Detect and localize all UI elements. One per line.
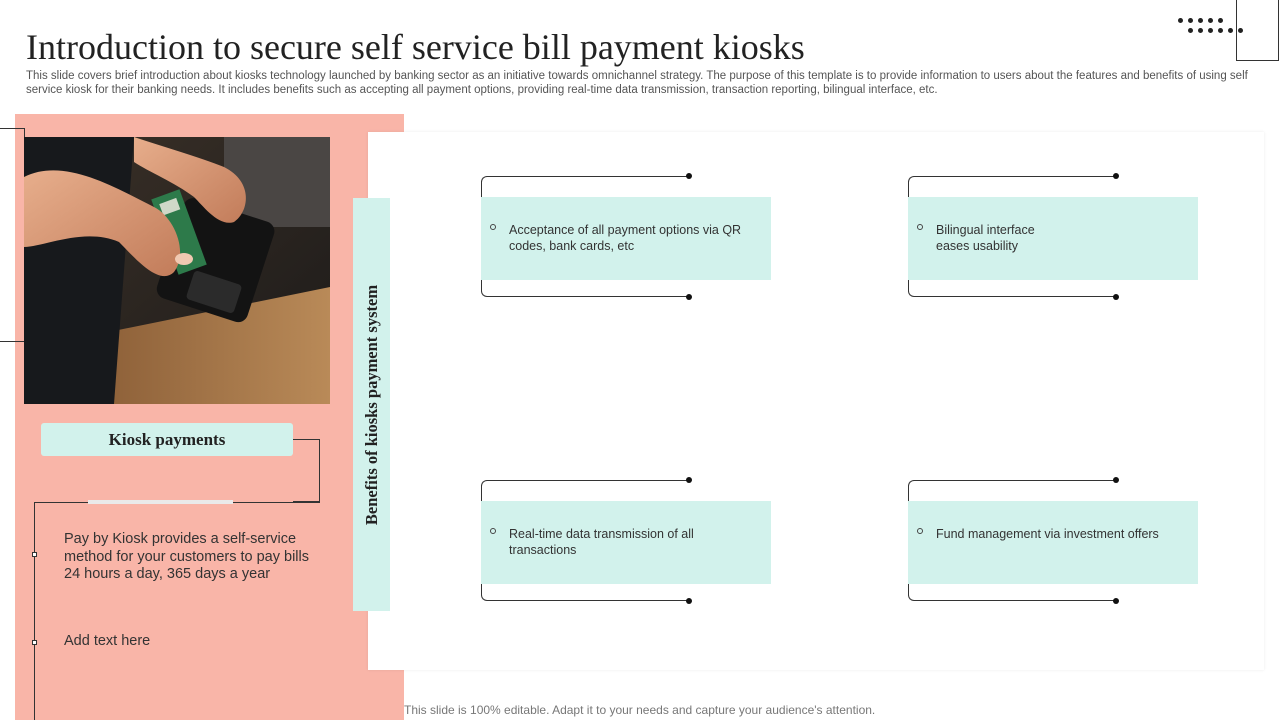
bullet-icon	[490, 528, 496, 534]
benefit-text-1: Acceptance of all payment options via QR codes, bank cards, etc	[509, 223, 742, 253]
timeline-node	[32, 640, 37, 645]
timeline-line	[34, 502, 35, 720]
card-dot	[1113, 294, 1119, 300]
timeline-node	[32, 552, 37, 557]
kiosk-point-1: Pay by Kiosk provides a self-service method for your customers to pay bills 24 hours a day, 365 days a year	[64, 531, 309, 582]
card-dot	[686, 173, 692, 179]
benefit-card-4	[908, 501, 1198, 584]
card-dot	[686, 294, 692, 300]
connector-line	[293, 439, 320, 502]
card-dot	[686, 477, 692, 483]
slide-description: This slide covers brief introduction about kiosks technology launched by banking sector as an initiative towards omnichannel strategy. The purpose of this template is to provide information to users about the features and benefits of using self service kiosk for their banking needs. It includes benefits such as accepting all payment options, providing real-time data transmission, transaction reporting, bilingual interface, etc.	[26, 70, 1248, 96]
benefits-vertical-title: Benefits of kiosks payment system	[362, 284, 381, 526]
decorative-corner-box	[1236, 0, 1279, 61]
card-dot	[1113, 598, 1119, 604]
footer-note: This slide is 100% editable. Adapt it to your needs and capture your audience's attention.	[404, 703, 876, 717]
card-dot	[1113, 173, 1119, 179]
bullet-icon	[490, 224, 496, 230]
bullet-icon	[917, 224, 923, 230]
benefit-text-3: Real-time data transmission of all transactions	[509, 527, 694, 557]
kiosk-payment-photo	[24, 137, 330, 404]
benefit-card-3	[481, 501, 771, 584]
kiosk-payments-label: Kiosk payments	[41, 423, 293, 456]
bullet-icon	[917, 528, 923, 534]
decorative-bracket	[0, 128, 25, 342]
benefit-text-2: Bilingual interface eases usability	[936, 223, 1035, 253]
benefit-text-4: Fund management via investment offers	[936, 527, 1159, 541]
divider-bar	[88, 500, 233, 504]
decorative-dots	[1176, 16, 1240, 38]
card-dot	[1113, 477, 1119, 483]
photo-illustration	[24, 137, 330, 404]
benefit-card-1	[481, 197, 771, 280]
benefit-card-2	[908, 197, 1198, 280]
kiosk-point-2: Add text here	[64, 633, 151, 649]
card-dot	[686, 598, 692, 604]
slide-title: Introduction to secure self service bill payment kiosks	[26, 27, 805, 67]
